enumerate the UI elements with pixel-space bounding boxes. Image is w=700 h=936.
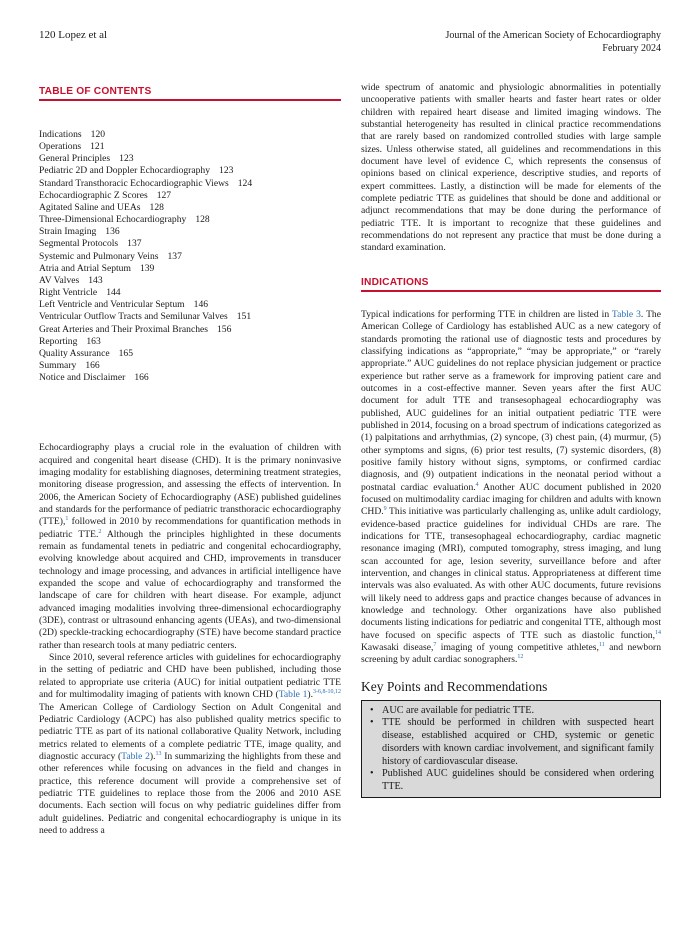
toc-item[interactable]: AV Valves 143: [39, 274, 103, 286]
key-points-box: [361, 700, 661, 798]
issue-date: February 2024: [602, 43, 661, 54]
toc-item[interactable]: Atria and Atrial Septum 139: [39, 262, 155, 274]
intro-paragraph-1: Echocardiography plays a crucial role in the evaluation of children with acquired and congenital heart disease (CHD). It is the primary noninvasive imaging modality for establishing diagnoses, determining treatment strategies, monitoring disease progression, and assessing the effects of intervention. In 2006, the American Society of Echocardiography (ASE) published guidelines and standards for the performance of pediatric transthoracic echocardiography (TTE),$^1$ followed in 2010 by recommendations for quantification methods in pediatric TTE.$^2$ Although the principles highlighted in these documents remain as fundamental tenets in pediatric and congenital echocardiography, evolving knowledge about acquired and CHD, improvements in transducer technology and image processing, and advances in artificial intelligence have expanded the scope and value of echocardiography and transformed the landscape of care for children with heart disease. For example, adjunct advanced imaging modalities involving three-dimensional echocardiography (3DE), contrast or ultrasound enhancing agents (UEAs), and two-dimensional (2D) speckle-tracking echocardiography (STE) have become standard practice rather than research tools at many pediatric centers.: [39, 442, 341, 651]
toc-item[interactable]: Notice and Disclaimer 166: [39, 372, 149, 384]
intro-paragraph-2: Since 2010, several reference articles with guidelines for echocardiography in the setting of pediatric and CHD have been published, including those related to appropriate use criteria (AUC) for initial outpatient pediatric TTE and for multimodality imaging of patients with known CHD (Table 1).$^{3-6,8-10,12}$ The American College of Cardiology Section on Adult Congenital and Pediatric Cardiology (ACPC) has also published quality metrics specific to pediatric TTE as part of its national collaborative Quality Network, including metrics related to elements of a complete pediatric TTE, image quality, and diagnostic accuracy (Table 2).$^{13}$ In summarizing the highlights from these and other references while focusing on advances in the field and changes in practice, this reference document will provide a comprehensive set of pediatric TTE guidelines to replace those from the 2006 and 2010 ASE documents. Each section will focus on why pediatric guidelines differ from adult guidelines. Pediatric and congenital echocardiography is unique in its need to address a: [39, 652, 341, 836]
citation[interactable]: 4: [475, 481, 479, 488]
toc-item[interactable]: Summary 166: [39, 359, 100, 371]
toc-item[interactable]: Reporting 163: [39, 335, 101, 347]
toc-item[interactable]: Operations 121: [39, 141, 105, 153]
toc-item[interactable]: Systemic and Pulmonary Veins 137: [39, 250, 182, 262]
bullet-icon: •: [370, 704, 374, 716]
key-point-item: • Published AUC guidelines should be considered when ordering TTE.: [370, 768, 654, 792]
key-point-item: • AUC are available for pediatric TTE.: [370, 704, 534, 716]
left-column: [39, 86, 341, 837]
toc-item[interactable]: Segmental Protocols 137: [39, 238, 142, 250]
toc-item[interactable]: Echocardiographic Z Scores 127: [39, 189, 172, 201]
citation[interactable]: 12: [517, 654, 524, 661]
bullet-icon: •: [370, 768, 374, 780]
toc-item[interactable]: Quality Assurance 165: [39, 347, 133, 359]
toc-item[interactable]: Agitated Saline and UEAs 128: [39, 201, 164, 213]
toc-item[interactable]: Three-Dimensional Echocardiography 128: [39, 214, 210, 226]
citation[interactable]: 1: [65, 516, 69, 523]
journal-name: Journal of the American Society of Echocardiography: [445, 30, 661, 41]
indications-heading: INDICATIONS: [361, 277, 661, 292]
key-point-item: • TTE should be performed in children with suspected heart disease, established acquired or CHD, systemic or genetic disorders with known cardiac involvement, and significant family history of cardiovascular disease.: [370, 717, 654, 767]
toc-item[interactable]: General Principles 123: [39, 153, 134, 165]
table-2-link[interactable]: Table 2: [121, 750, 150, 762]
citation[interactable]: 2: [98, 528, 102, 535]
citation[interactable]: 14: [655, 629, 661, 636]
toc-item[interactable]: Right Ventricle 144: [39, 287, 121, 299]
indications-paragraph: Typical indications for performing TTE in children are listed in Table 3. The American College of Cardiology has established AUC as a new category of standards promoting the rational use of diagnostic tests and procedures by classifying indications as “appropriate,” “may be appropriate,” or “rarely appropriate.” AUC guidelines do not replace physician judgement or practice experience but rather serve as a framework for improving patient care and outcomes in a cost-effective manner. Seven years after the first AUC document for adult TTE and transesophageal echocardiography was published, AUC guidelines for an initial outpatient pediatric TTE were published in 2014, focusing on a broad spectrum of indications categorized as (1) palpitations and arrhythmias, (2) syncope, (3) chest pain, (4) murmur, (5) other symptoms and signs, (6) prior test results, (7) systemic disorders, (8) positive family history without signs, symptoms, or confirmed cardiac diagnosis, and (9) outpatient indications in the neonatal period without a postnatal cardiac evaluation.$^4$ Another AUC document published in 2020 focused on multimodality cardiac imaging for children and adults with known CHD.$^9$ This initiative was particularly challenging as, unlike adult cardiology, evidence-based practice guidelines for individual CHDs are rare. The indications for TTE, transesophageal echocardiography, cardiac magnetic resonance imaging (MRI), computed tomography, stress imaging, and lung scan accounted for age, lesion severity, surveillance before and after intervention, and changes in clinical status. Appropriateness at different time intervals was also evaluated. As with other AUC documents, future revisions will likely need to address gaps and practice changes because of advances in knowledge and technology. Other organizations have also published documents listing indications for pediatric and congenital TTE, although most have focused on specific aspects of TTE such as diastolic function,$^{14}$ Kawasaki disease,$^7$ imaging of young competitive athletes,$^{11}$ and newborn screening by adult cardiac sonographers.$^{12}$: [361, 308, 662, 666]
toc-item[interactable]: Indications 120: [39, 129, 106, 140]
toc-item[interactable]: Strain Imaging 136: [39, 226, 120, 238]
toc-item[interactable]: Left Ventricle and Ventricular Septum 146: [39, 299, 209, 311]
table-3-link[interactable]: Table 3: [611, 308, 641, 320]
running-header-right: [446, 29, 661, 55]
citation[interactable]: 3-6,8-10,12: [313, 688, 341, 695]
right-column: [361, 82, 662, 798]
bullet-icon: •: [370, 717, 374, 729]
citation[interactable]: 7: [433, 641, 437, 648]
toc-item[interactable]: Standard Transthoracic Echocardiographic Views 124: [39, 177, 253, 189]
toc-item[interactable]: Pediatric 2D and Doppler Echocardiography 123: [39, 165, 234, 177]
intro-paragraph-3: wide spectrum of anatomic and physiologic abnormalities in potentially uncooperative patients with smaller hearts and faster heart rates or older children with repaired heart disease and limited imaging windows. The substantial heterogeneity has resulted in clinical practice recommendations that are rarely based on randomized controlled studies with large sample sizes. Unless otherwise stated, all guidelines and recommendations in this document have level of evidence C, which represents the consensus of opinions based on clinical experience, descriptive studies, and reports of expert committees. Lastly, a distinction will be made for elements of the complete pediatric TTE as guidelines that should be done and additional or adjunct recommendations that may be done during the performance of pediatric TTE. It is important to recognize that these guidelines and recommendations do not represent any practice that must be done during a standard examination.: [361, 82, 661, 254]
running-header-left: 120 Lopez et al: [39, 29, 108, 41]
toc-item[interactable]: Ventricular Outflow Tracts and Semilunar Valves 151: [39, 311, 252, 323]
citation[interactable]: 9: [383, 506, 387, 513]
toc-item[interactable]: Great Arteries and Their Proximal Branches 156: [39, 323, 232, 335]
toc-heading: TABLE OF CONTENTS: [39, 86, 341, 101]
table-1-link[interactable]: Table 1: [278, 689, 308, 701]
citation[interactable]: 11: [598, 641, 605, 648]
table-of-contents: [39, 129, 341, 384]
citation[interactable]: 13: [155, 750, 162, 757]
key-points-title: Key Points and Recommendations: [361, 678, 548, 694]
